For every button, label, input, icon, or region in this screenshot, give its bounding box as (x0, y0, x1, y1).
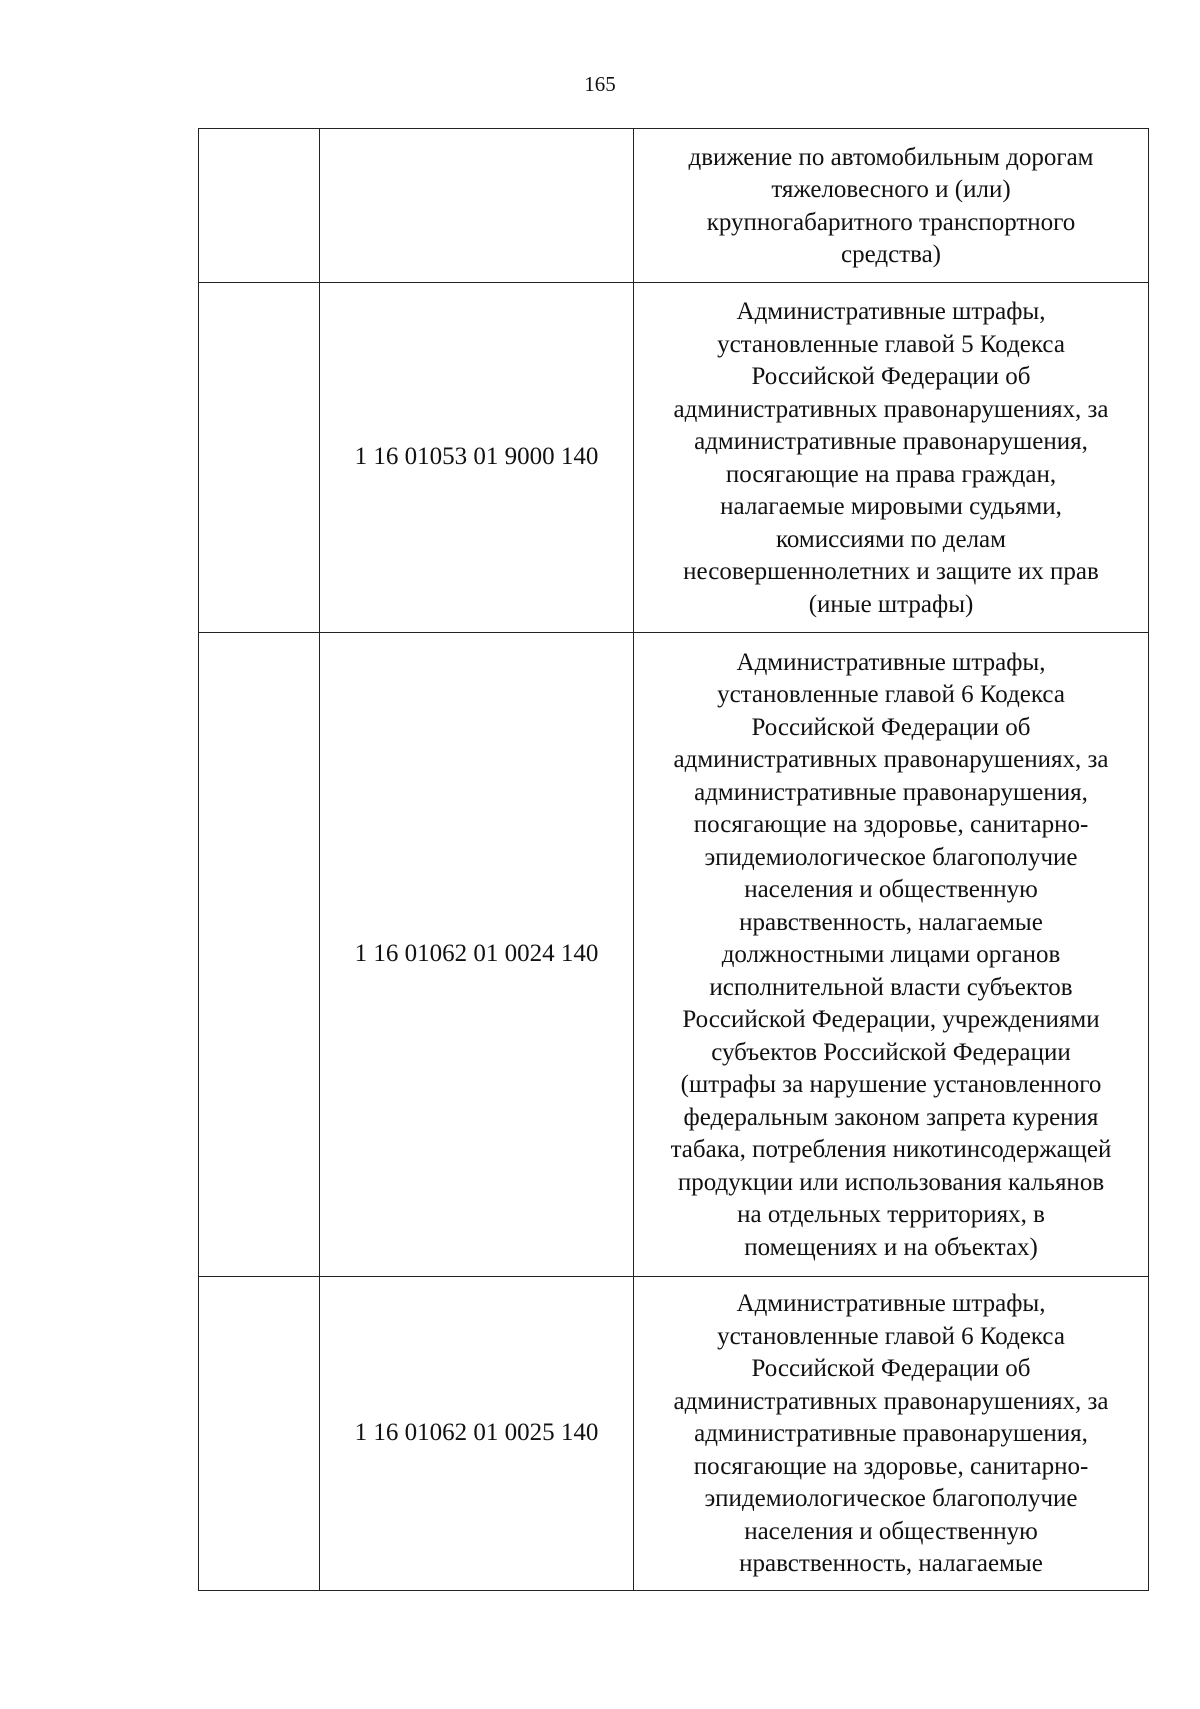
description-line: помещениях и на объектах) (744, 1233, 1038, 1261)
description-line: Российской Федерации об (751, 713, 1031, 741)
table-row (199, 283, 1149, 633)
budget-code-cell: 1 16 01062 01 0025 140 (320, 1277, 634, 1591)
description-line: продукции или использования кальянов (677, 1168, 1105, 1196)
description-line: Российской Федерации об (751, 363, 1031, 390)
description-line: эпидемиологическое благополучие (704, 1485, 1078, 1513)
description-line: населения и общественную (744, 876, 1038, 904)
description-line: на отдельных территориях, в (737, 1201, 1045, 1229)
description-line: населения и общественную (744, 1517, 1038, 1545)
description-line: (иные штрафы) (808, 590, 974, 618)
description-line: крупногабаритного транспортного (706, 208, 1076, 236)
description-line: Административные штрафы, (736, 1290, 1046, 1318)
description-line: эпидемиологическое благополучие (704, 843, 1078, 871)
description-line: тяжеловесного и (или) (771, 176, 1011, 203)
description-line: Административные штрафы, (736, 298, 1046, 325)
description-line: должностными лицами органов (721, 941, 1061, 969)
description-line: посягающие на права граждан, (725, 460, 1057, 488)
description-line: движение по автомобильным дорогам (688, 143, 1094, 171)
budget-code-cell: 1 16 01062 01 0024 140 (320, 633, 634, 1277)
description-line: (штрафы за нарушение установленного (680, 1071, 1102, 1099)
description-cell (634, 283, 1149, 633)
description-line: субъектов Российской Федерации (711, 1038, 1071, 1066)
description-line: установленные главой 6 Кодекса (717, 1322, 1065, 1350)
description-line: административные правонарушения, (694, 778, 1088, 806)
description-line: Российской Федерации, учреждениями (682, 1006, 1100, 1034)
description-line: административных правонарушениях, за (673, 395, 1109, 423)
description-cell (634, 633, 1149, 1277)
description-line: федеральным законом запрета курения (683, 1103, 1099, 1131)
budget-code-cell (320, 129, 634, 283)
row-number-cell (199, 129, 320, 283)
budget-codes-table (198, 128, 1149, 1591)
description-line: Российской Федерации об (751, 1355, 1031, 1383)
description-line: комиссиями по делам (776, 525, 1006, 553)
description-line: несовершеннолетних и защите их прав (683, 558, 1099, 585)
description-line: административных правонарушениях, за (673, 746, 1109, 774)
description-line: установленные главой 5 Кодекса (717, 330, 1065, 358)
table-row (199, 129, 1149, 283)
page-number: 165 (584, 72, 616, 96)
budget-code-cell: 1 16 01053 01 9000 140 (320, 283, 634, 633)
description-line: нравственность, налагаемые (739, 1550, 1043, 1578)
row-number-cell (199, 1277, 320, 1591)
description-line: Административные штрафы, (736, 648, 1046, 676)
description-cell (634, 1277, 1149, 1591)
description-line: нравственность, налагаемые (739, 908, 1043, 936)
description-line: исполнительной власти субъектов (709, 973, 1073, 1001)
description-line: посягающие на здоровье, санитарно- (693, 1452, 1089, 1480)
description-line: административных правонарушениях, за (673, 1387, 1109, 1415)
description-line: административные правонарушения, (694, 1420, 1088, 1448)
description-line: установленные главой 6 Кодекса (717, 681, 1065, 709)
description-line: средства) (841, 241, 941, 268)
row-number-cell (199, 283, 320, 633)
description-line: административные правонарушения, (694, 428, 1088, 455)
description-line: табака, потребления никотинсодержащей (670, 1136, 1112, 1164)
description-line: посягающие на здоровье, санитарно- (693, 811, 1089, 839)
description-cell (634, 129, 1149, 283)
table-row (199, 633, 1149, 1277)
row-number-cell (199, 633, 320, 1277)
description-line: налагаемые мировыми судьями, (720, 493, 1062, 520)
table-row (199, 1277, 1149, 1591)
